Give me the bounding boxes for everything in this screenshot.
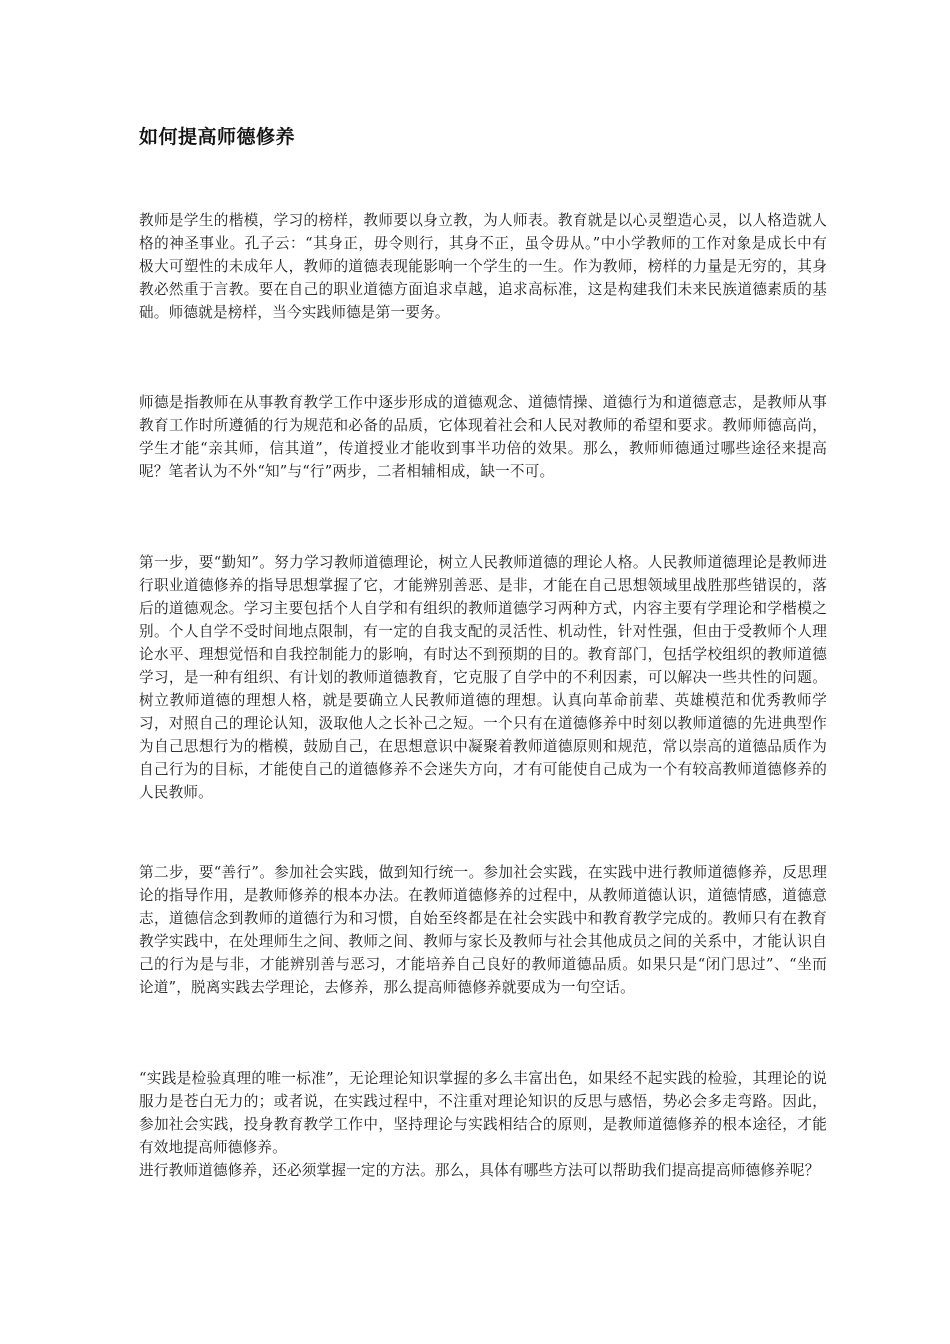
paragraph-step-one: 第一步，要“勤知”。努力学习教师道德理论，树立人民教师道德的理论人格。人民教师道德理论是教师进行职业道德修养的指导思想掌握了它，才能辨别善恶、是非，才能在自己思想领域里战胜那些错误的，落后的道德观念。学习主要包括个人自学和有组织的教师道德学习两种方式，内容主要有学理论和学楷模之别。个人自学不受时间地点限制，有一定的自我支配的灵活性、机动性，针对性强，但由于受教师个人理论水平、理想觉悟和自我控制能力的影响，有时达不到预期的目的。教育部门，包括学校组织的教师道德学习，是一种有组织、有计划的教师道德教育，它克服了自学中的不利因素，可以解决一些共性的问题。树立教师道德的理想人格，就是要确立人民教师道德的理想。认真向革命前辈、英雄模范和优秀教师学习，对照自己的理论认知，汲取他人之长补己之短。一个只有在道德修养中时刻以教师道德的先进典型作为自己思想行为的楷模，鼓励自己，在思想意识中凝聚着教师道德原则和规范，常以崇高的道德品质作为自己行为的目标，才能使自己的道德修养不会迷失方向，才有可能使自己成为一个有较高教师道德修养的人民教师。 bbox=[139, 554, 827, 801]
paragraph-definition: 师德是指教师在从事教育教学工作中逐步形成的道德观念、道德情操、道德行为和道德意志，是教师从事教育工作时所遵循的行为规范和必备的品质，它体现着社会和人民对教师的希望和要求。教师师德高尚，学生才能“亲其师，信其道”，传道授业才能收到事半功倍的效果。那么，教师师德通过哪些途径来提高呢？笔者认为不外“知”与“行”两步，二者相辅相成，缺一不可。 bbox=[139, 394, 827, 480]
paragraph-practice: “实践是检验真理的唯一标准”，无论理论知识掌握的多么丰富出色，如果经不起实践的检验，其理论的说服力是苍白无力的；或者说，在实践过程中，不注重对理论知识的反思与感悟，势必会多走弯路。因此，参加社会实践，投身教育教学工作中，坚持理论与实践相结合的原则，是教师道德修养的根本途径，才能有效地提高师德修养。 进行教师道德修养，还必须掌握一定的方法。那么，具体有哪些方法可以帮助我们提高提高师德修养呢？ bbox=[139, 1070, 827, 1179]
paragraph-step-two: 第二步，要“善行”。参加社会实践，做到知行统一。参加社会实践，在实践中进行教师道德修养，反思理论的指导作用，是教师修养的根本办法。在教师道德修养的过程中，从教师道德认识，道德情感，道德意志，道德信念到教师的道德行为和习惯，自始至终都是在社会实践中和教育教学完成的。教师只有在教育教学实践中，在处理师生之间、教师之间、教师与家长及教师与社会其他成员之间的关系中，才能认识自己的行为是与非，才能辨别善与恶习，才能培养自己良好的教师道德品质。如果只是“闭门思过”、“坐而论道”，脱离实践去学理论，去修养，那么提高师德修养就要成为一句空话。 bbox=[139, 864, 827, 996]
paragraph-intro: 教师是学生的楷模，学习的榜样，教师要以身立教，为人师表。教育就是以心灵塑造心灵，以人格造就人格的神圣事业。孔子云：“其身正，毋令则行，其身不正，虽令毋从。”中小学教师的工作对象是成长中有极大可塑性的未成年人，教师的道德表现能影响一个学生的一生。作为教师，榜样的力量是无穷的，其身教必然重于言教。要在自己的职业道德方面追求卓越，追求高标准，这是构建我们未来民族道德素质的基础。师德就是榜样，当今实践师德是第一要务。 bbox=[139, 212, 827, 321]
document-title: 如何提高师德修养 bbox=[139, 126, 296, 148]
